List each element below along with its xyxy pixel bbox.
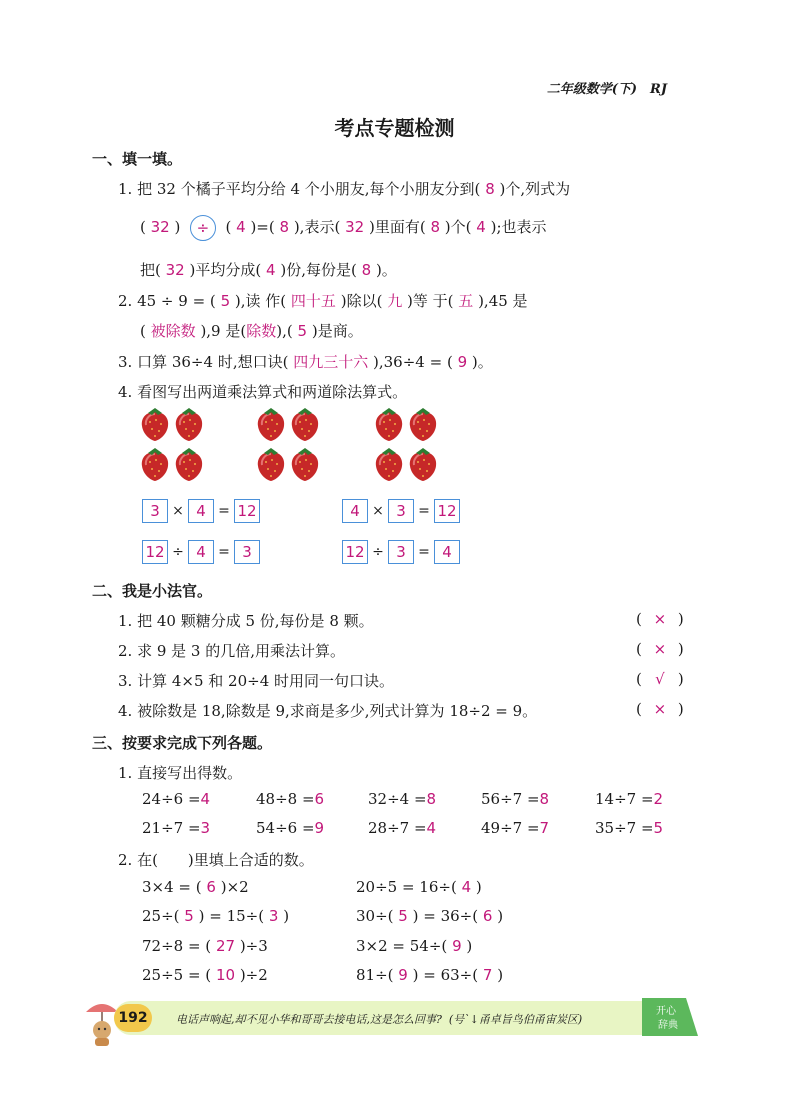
equation-division-1: 12 ÷ 4 = 3 [142,540,260,564]
footer-riddle: 电话声响起,却不见小华和哥哥去接电话,这是怎么回事? (号`↓甬卓旨鸟伯甬宙炭区) [176,1013,583,1026]
strawberry-icon [410,408,436,441]
strawberry-icon [258,408,284,441]
judge-item-3: 3. 计算 4×5 和 20÷4 时用同一句口诀。 [118,672,395,690]
fill-right-3: 3×2 = 54÷( 9 ) [356,937,473,955]
equation-multiplication-2: 4 × 3 = 12 [342,499,460,523]
calc-cell: 14÷7 =2 [595,790,664,808]
question-2-line-1: 2. 45 ÷ 9 = ( 5 ),读 作( 四十五 )除以( 九 )等 于( 五 ),45 是 [118,292,528,310]
header-grade-tag: 二年级数学(下) RJ [546,82,667,97]
section-3-heading: 三、按要求完成下列各题。 [92,734,273,752]
judge-mark-4: ( × ) [636,700,684,718]
fill-left-3: 72÷8 = ( 27 )÷3 [142,937,268,955]
footer-riddle-answer: (号`↓甬卓旨鸟伯甬宙炭区) [448,1013,583,1026]
calc-cell: 28÷7 =4 [368,819,437,837]
fill-right-2: 30÷( 5 ) = 36÷( 6 ) [356,907,504,925]
strawberry-picture [130,402,460,492]
fill-right-1: 20÷5 = 16÷( 4 ) [356,878,482,896]
calc-cell: 48÷8 =6 [256,790,325,808]
question-1-line-2: ( 32 ) ÷ ( 4 )=( 8 ),表示( 32 )里面有( 8 )个( 4 );也表示 [140,215,547,241]
question-1-line-1: 1. 把 32 个橘子平均分给 4 个小朋友,每个小朋友分到( 8 )个,列式为 [118,180,571,198]
question-3: 3. 口算 36÷4 时,想口诀( 四九三十六 ),36÷4 = ( 9 )。 [118,353,493,371]
calc-cell: 21÷7 =3 [142,819,211,837]
judge-mark-2: ( × ) [636,640,684,658]
division-sign-circle: ÷ [190,215,216,241]
strawberry-icon [376,408,402,441]
section-2-heading: 二、我是小法官。 [92,582,213,600]
strawberry-icon [292,448,318,481]
strawberry-icon [176,408,202,441]
equation-multiplication-1: 3 × 4 = 12 [142,499,260,523]
equation-division-2: 12 ÷ 3 = 4 [342,540,460,564]
footer-tab-label-2: 辞典 [658,1020,678,1031]
page-title: 考点专题检测 [334,116,455,140]
calc-cell: 32÷4 =8 [368,790,437,808]
judge-mark-3: ( √ ) [636,670,684,688]
section-1-heading: 一、填一填。 [92,150,183,168]
strawberry-icon [176,448,202,481]
strawberry-icon [258,448,284,481]
page-number: 192 [114,1004,152,1032]
fill-left-4: 25÷5 = ( 10 )÷2 [142,966,268,984]
calc-cell: 49÷7 =7 [481,819,550,837]
strawberry-icon [292,408,318,441]
strawberry-icon [142,448,168,481]
judge-item-2: 2. 求 9 是 3 的几倍,用乘法计算。 [118,642,346,660]
fill-left-1: 3×4 = ( 6 )×2 [142,878,249,896]
calc-cell: 35÷7 =5 [595,819,664,837]
strawberry-icon [376,448,402,481]
question-1-line-3: 把( 32 )平均分成( 4 )份,每份是( 8 )。 [140,261,397,279]
footer-tab-label-1: 开心 [656,1006,676,1017]
strawberry-icon [410,448,436,481]
judge-item-1: 1. 把 40 颗糖分成 5 份,每份是 8 颗。 [118,612,374,630]
footer-dictionary-tab [642,998,698,1036]
question-2-line-2: ( 被除数 ),9 是(除数),( 5 )是商。 [140,322,363,340]
calc-cell: 56÷7 =8 [481,790,550,808]
strawberry-icon [142,408,168,441]
fill-title: 2. 在( )里填上合适的数。 [118,851,314,869]
calc-title: 1. 直接写出得数。 [118,764,243,782]
judge-mark-1: ( × ) [636,610,684,628]
judge-item-4: 4. 被除数是 18,除数是 9,求商是多少,列式计算为 18÷2 = 9。 [118,702,538,720]
fill-left-2: 25÷( 5 ) = 15÷( 3 ) [142,907,290,925]
calc-cell: 24÷6 =4 [142,790,211,808]
calc-cell: 54÷6 =9 [256,819,325,837]
question-4-text: 4. 看图写出两道乘法算式和两道除法算式。 [118,383,408,401]
fill-right-4: 81÷( 9 ) = 63÷( 7 ) [356,966,504,984]
